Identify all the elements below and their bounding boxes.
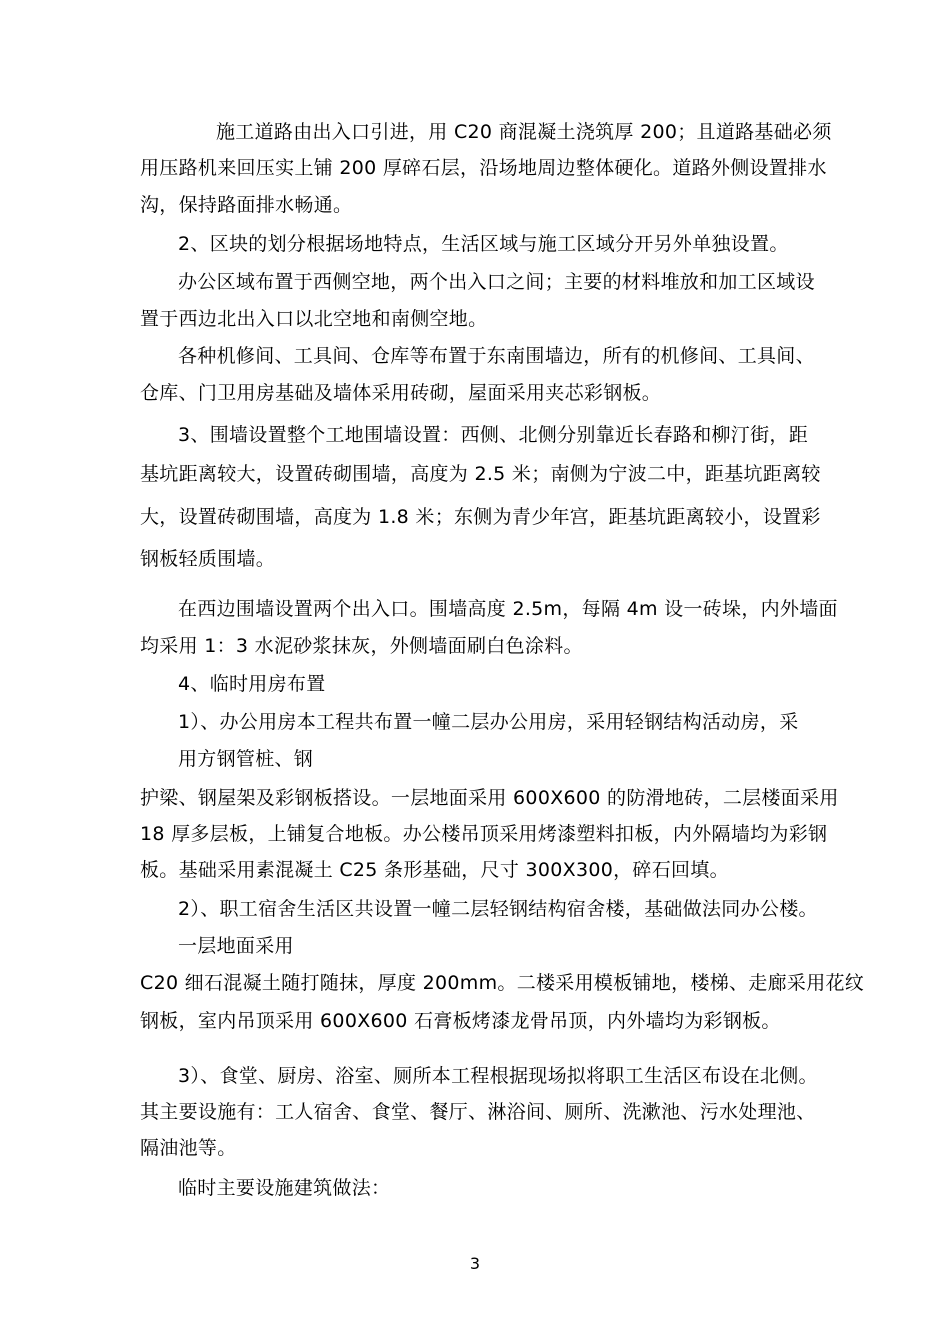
text-line: 2、区块的划分根据场地特点，生活区域与施工区域分开另外单独设置。 (178, 233, 789, 255)
text-line: 板。基础采用素混凝土 C25 条形基础，尺寸 300X300，碎石回填。 (140, 859, 729, 881)
text-line: 2）、职工宿舍生活区共设置一幢二层轻钢结构宿舍楼，基础做法同办公楼。 (178, 898, 818, 920)
text-line: 用方钢管桩、钢 (178, 748, 314, 770)
text-line: 沟，保持路面排水畅通。 (140, 194, 353, 216)
text-line: 施工道路由出入口引进，用 C20 商混凝土浇筑厚 200；且道路基础必须 (216, 121, 832, 143)
text-line: 3、围墙设置整个工地围墙设置：西侧、北侧分别靠近长春路和柳汀街，距 (178, 424, 808, 446)
text-line: 各种机修间、工具间、仓库等布置于东南围墙边，所有的机修间、工具间、 (178, 345, 815, 367)
text-line: 18 厚多层板，上铺复合地板。办公楼吊顶采用烤漆塑料扣板，内外隔墙均为彩钢 (140, 823, 828, 845)
text-line: 护梁、钢屋架及彩钢板搭设。一层地面采用 600X600 的防滑地砖，二层楼面采用 (140, 787, 839, 809)
text-line: 1）、办公用房本工程共布置一幢二层办公用房，采用轻钢结构活动房，采 (178, 711, 799, 733)
text-line: 4、临时用房布置 (178, 673, 326, 695)
text-line: 用压路机来回压实上铺 200 厚碎石层，沿场地周边整体硬化。道路外侧设置排水 (140, 157, 827, 179)
text-line: 大，设置砖砌围墙，高度为 1.8 米；东侧为青少年宫，距基坑距离较小，设置彩 (140, 506, 821, 528)
text-line: 钢板，室内吊顶采用 600X600 石膏板烤漆龙骨吊顶，内外墙均为彩钢板。 (140, 1010, 781, 1032)
text-line: 其主要设施有：工人宿舍、食堂、餐厅、淋浴间、厕所、洗漱池、污水处理池、 (140, 1101, 816, 1123)
text-line: 在西边围墙设置两个出入口。围墙高度 2.5m，每隔 4m 设一砖垛，内外墙面 (178, 598, 838, 620)
text-line: 基坑距离较大，设置砖砌围墙，高度为 2.5 米；南侧为宁波二中，距基坑距离较 (140, 463, 821, 485)
text-line: 仓库、门卫用房基础及墙体采用砖砌，屋面采用夹芯彩钢板。 (140, 382, 662, 404)
text-line: 一层地面采用 (178, 935, 294, 957)
text-line: 办公区域布置于西侧空地，两个出入口之间；主要的材料堆放和加工区域设 (178, 271, 815, 293)
text-line: 隔油池等。 (140, 1137, 237, 1159)
text-line: 均采用 1：3 水泥砂浆抹灰，外侧墙面刷白色涂料。 (140, 635, 583, 657)
text-line: 置于西边北出入口以北空地和南侧空地。 (140, 308, 488, 330)
text-line: 3）、食堂、厨房、浴室、厕所本工程根据现场拟将职工生活区布设在北侧。 (178, 1065, 818, 1087)
text-line: 钢板轻质围墙。 (140, 548, 276, 570)
text-line: C20 细石混凝土随打随抹，厚度 200mm。二楼采用模板铺地，楼梯、走廊采用花纹 (140, 972, 865, 994)
text-line: 临时主要设施建筑做法： (178, 1177, 391, 1199)
page-number: 3 (469, 1254, 481, 1273)
